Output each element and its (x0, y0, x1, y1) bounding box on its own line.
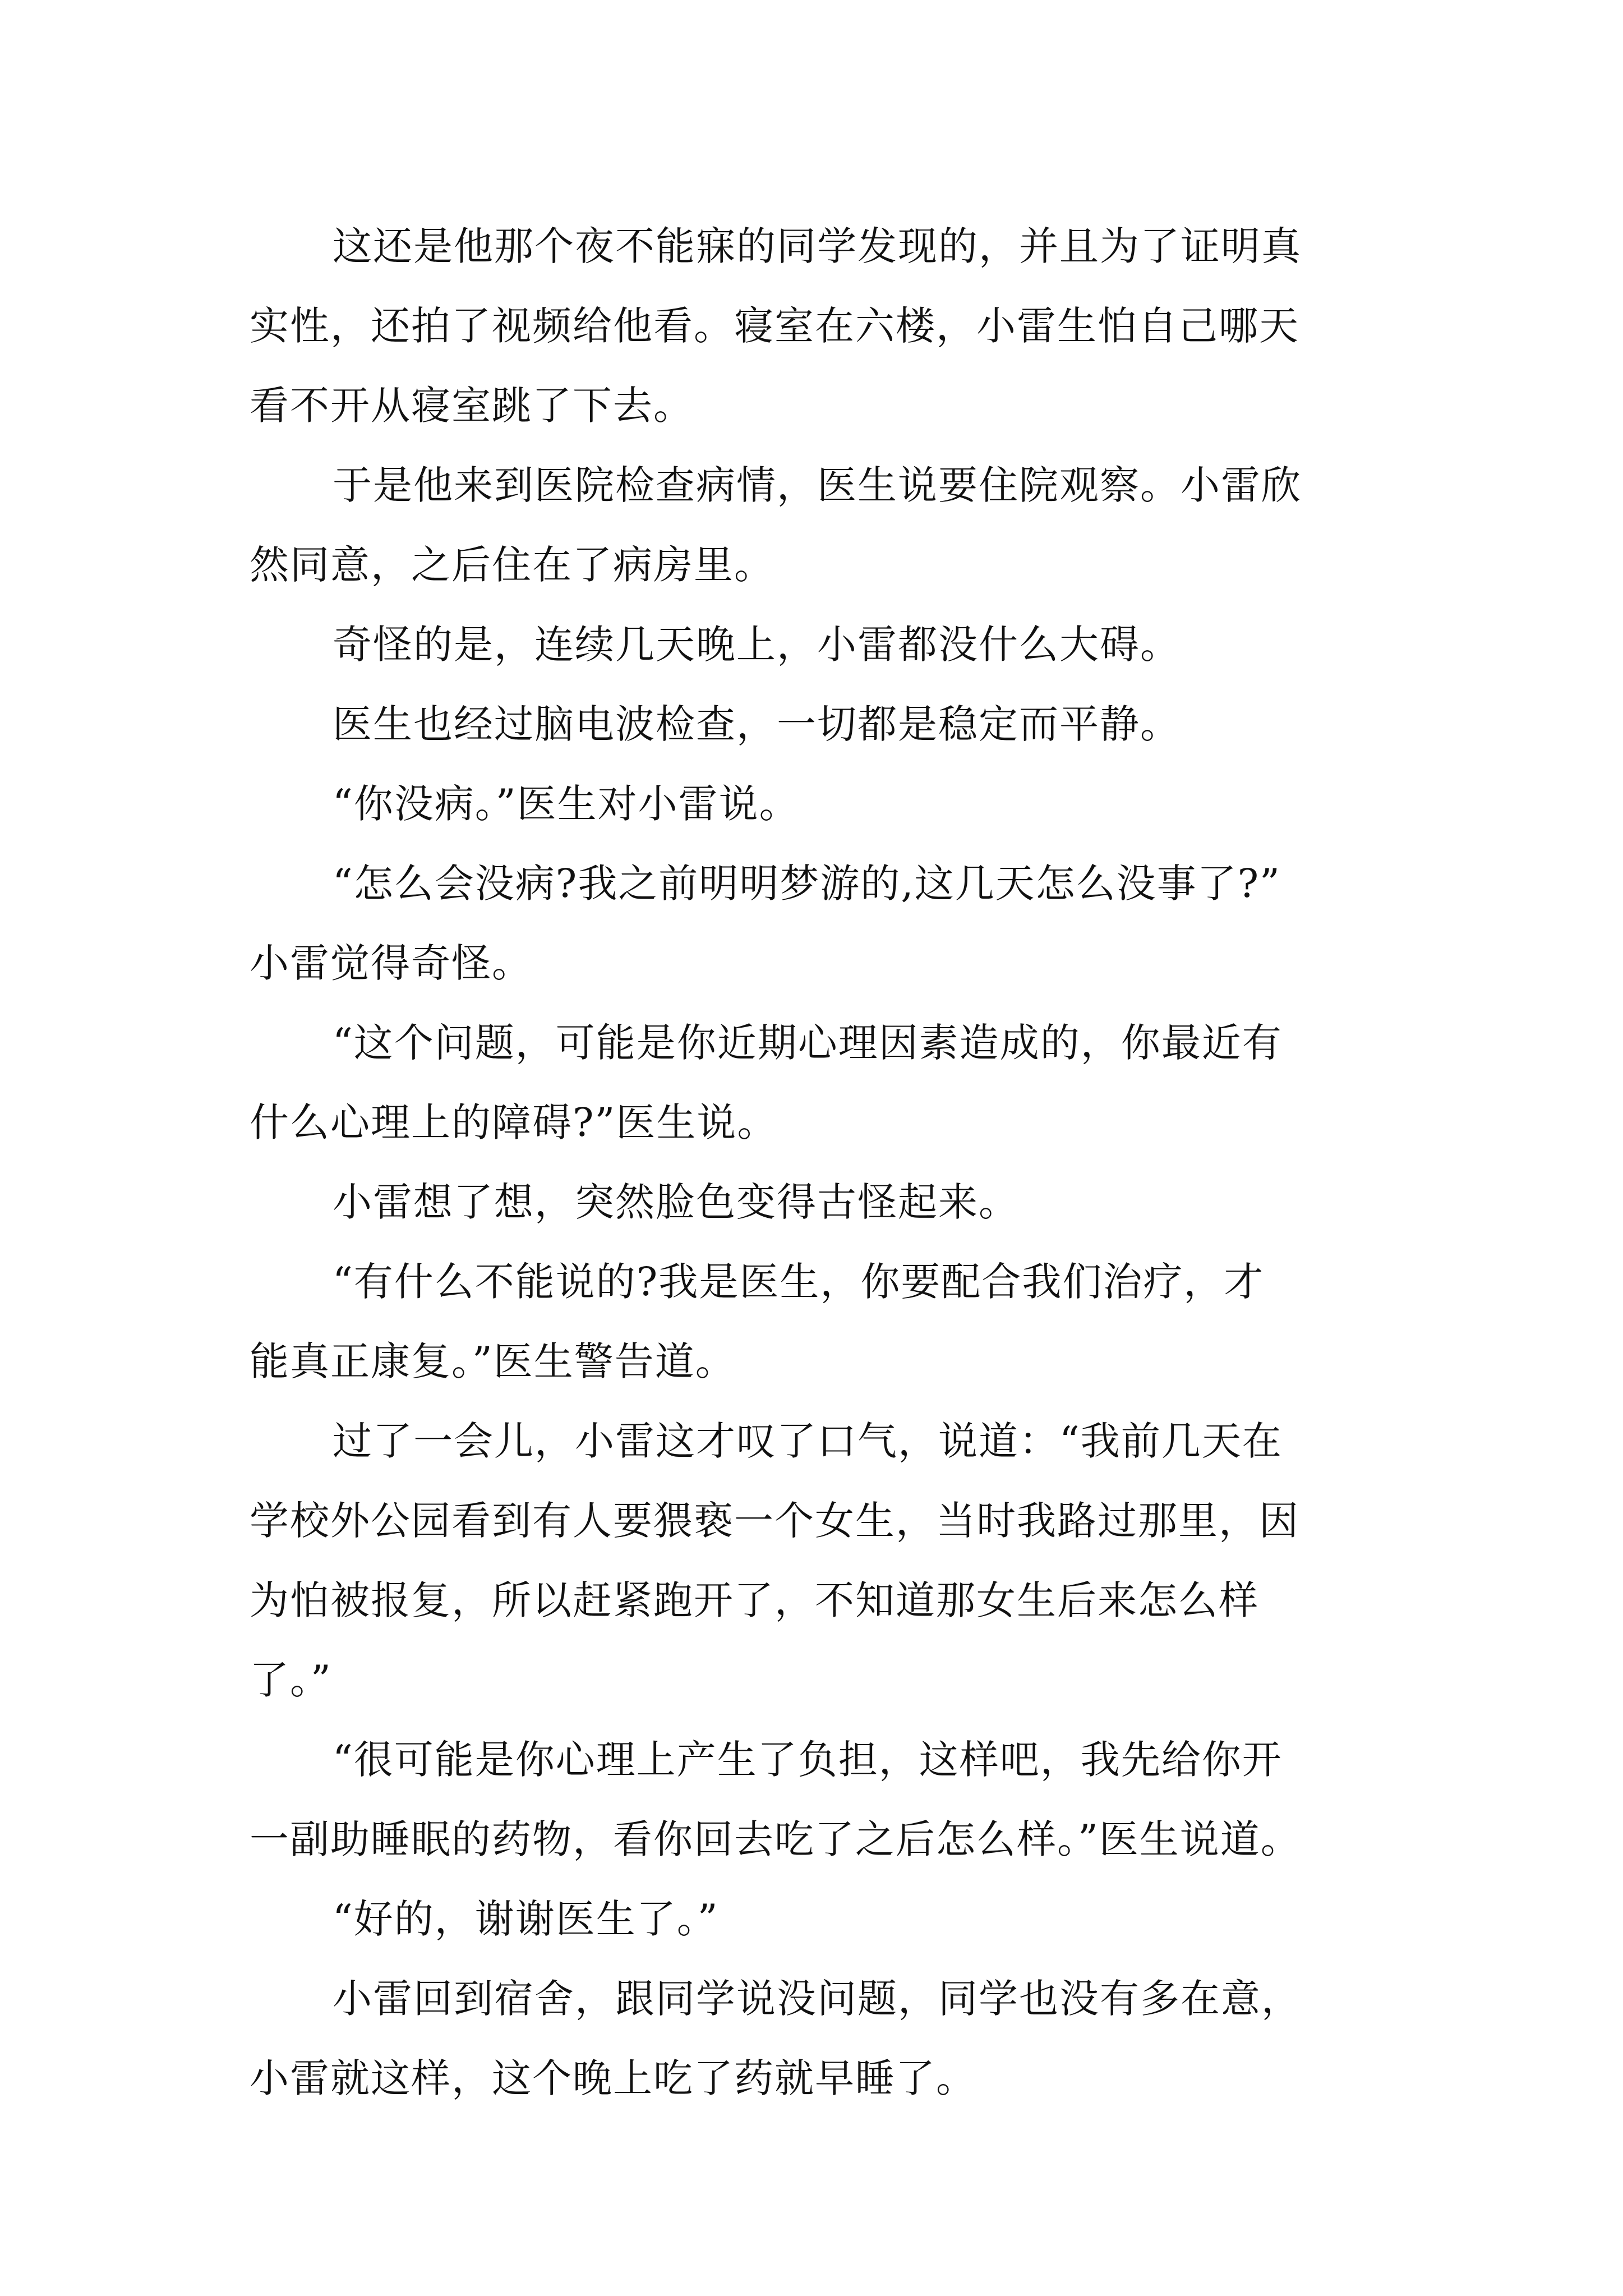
text-line: 为怕被报复，所以赶紧跑开了，不知道那女生后来怎么样 (250, 1577, 1259, 1623)
text-line: 什么心理上的障碍?”医生说。 (250, 1099, 778, 1145)
text-line: 医生也经过脑电波检查，一切都是稳定而平静。 (333, 701, 1181, 747)
text-line: “好的，谢谢医生了。” (333, 1896, 719, 1942)
text-line: 小雷想了想，突然脸色变得古怪起来。 (333, 1179, 1019, 1225)
text-line: “有什么不能说的?我是医生，你要配合我们治疗，才 (333, 1259, 1265, 1305)
text-line: 实性，还拍了视频给他看。寝室在六楼，小雷生怕自己哪天 (250, 303, 1299, 349)
paragraph (250, 1879, 1416, 1959)
text-line: 一副助睡眠的药物，看你回去吃了之后怎么样。”医生说道。 (250, 1816, 1301, 1862)
text-line: 了。” (250, 1657, 332, 1703)
paragraph (250, 764, 1416, 844)
paragraph (250, 1003, 1416, 1162)
text-line: “怎么会没病?我之前明明梦游的,这几天怎么没事了?” (333, 861, 1281, 907)
paragraph (250, 605, 1416, 684)
text-line: 于是他来到医院检查病情，医生说要住院观察。小雷欣 (333, 462, 1302, 508)
text-line: “你没病。”医生对小雷说。 (333, 781, 800, 827)
text-line: 奇怪的是，连续几天晚上，小雷都没什么大碍。 (333, 622, 1181, 668)
paragraph (250, 684, 1416, 764)
text-line: 看不开从寝室跳了下去。 (250, 383, 694, 429)
text-line: 能真正康复。”医生警告道。 (250, 1338, 736, 1384)
text-line: 过了一会儿，小雷这才叹了口气，说道：“我前几天在 (333, 1418, 1283, 1464)
text-line: 学校外公园看到有人要猥亵一个女生，当时我路过那里，因 (250, 1498, 1299, 1544)
text-line: 小雷觉得奇怪。 (250, 940, 532, 986)
text-line: 然同意，之后住在了病房里。 (250, 542, 774, 588)
text-line: 这还是他那个夜不能寐的同学发现的，并且为了证明真 (333, 223, 1302, 269)
paragraph (250, 445, 1416, 605)
text-line: 小雷回到宿舍，跟同学说没问题，同学也没有多在意， (333, 1976, 1302, 2022)
paragraph (250, 1720, 1416, 1879)
text-line: 小雷就这样，这个晚上吃了药就早睡了。 (250, 2055, 976, 2101)
paragraph (250, 844, 1416, 1003)
paragraph (250, 1242, 1416, 1401)
text-line: “很可能是你心理上产生了负担，这样吧，我先给你开 (333, 1737, 1283, 1783)
document-body (250, 206, 1416, 2118)
paragraph (250, 1162, 1416, 1242)
paragraph (250, 1401, 1416, 1720)
paragraph (250, 206, 1416, 445)
text-line: “这个问题，可能是你近期心理因素造成的，你最近有 (333, 1020, 1283, 1066)
paragraph (250, 1959, 1416, 2118)
